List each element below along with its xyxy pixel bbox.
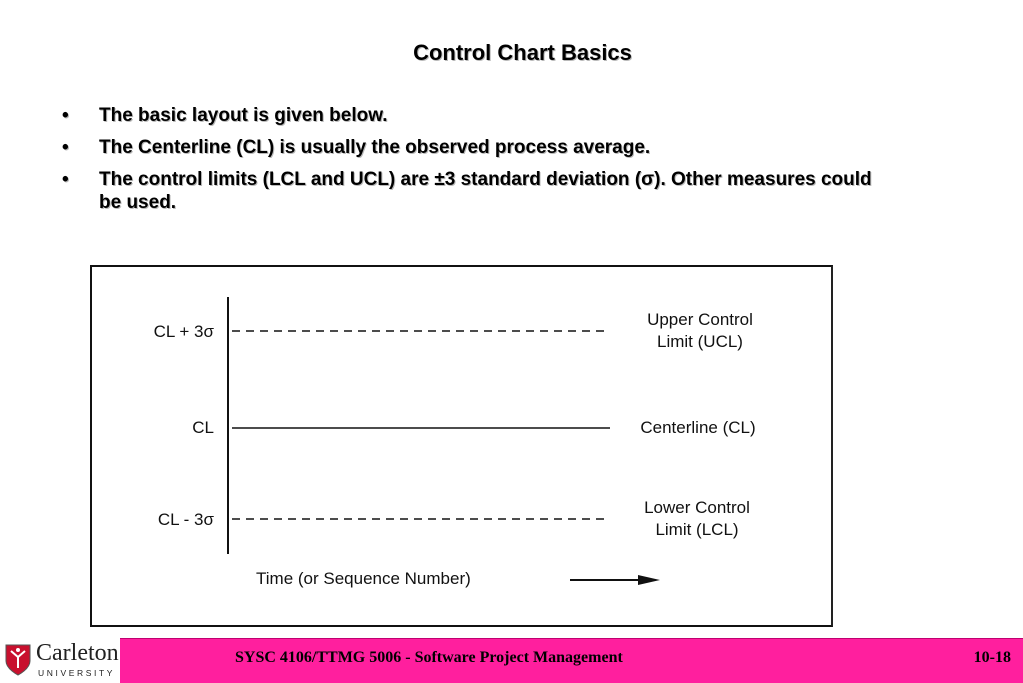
bullet-item	[62, 136, 882, 159]
bullet-list	[62, 104, 882, 223]
lcl-right-label-2: Limit (LCL)	[655, 520, 739, 539]
time-arrow-head-icon	[638, 575, 660, 585]
ucl-right-label-1: Upper Control	[647, 310, 753, 329]
bullet-text: The Centerline (CL) is usually the observed process average.	[99, 137, 651, 158]
footer	[0, 638, 1023, 682]
slide-title: Control Chart Basics	[413, 40, 632, 65]
bullet-dot: •	[62, 137, 69, 158]
lcl-left-label: CL - 3σ	[157, 510, 214, 529]
cl-right-label: Centerline (CL)	[640, 418, 756, 437]
bullet-text: The control limits (LCL and UCL) are ±3 standard deviation (σ). Other measures could be used.	[99, 169, 872, 213]
cl-left-label: CL	[192, 418, 214, 437]
bullet-text: The basic layout is given below.	[99, 105, 388, 126]
time-axis-label: Time (or Sequence Number)	[256, 569, 471, 588]
university-logo	[0, 638, 121, 682]
control-chart-diagram	[90, 265, 833, 627]
ucl-right-label-2: Limit (UCL)	[657, 332, 743, 351]
bullet-item	[62, 104, 882, 127]
control-chart-svg	[92, 267, 835, 629]
logo-name: Carleton	[36, 640, 119, 666]
lcl-right-label-1: Lower Control	[644, 498, 750, 517]
course-title: SYSC 4106/TTMG 5006 - Software Project Management	[235, 649, 623, 666]
bullet-dot: •	[62, 169, 69, 190]
bullet-dot: •	[62, 105, 69, 126]
logo-sub: UNIVERSITY	[38, 668, 116, 678]
bullet-item	[62, 168, 882, 214]
footer-bar	[120, 638, 1023, 683]
crest-icon	[4, 643, 32, 677]
ucl-left-label: CL + 3σ	[153, 322, 214, 341]
page-number: 10-18	[973, 649, 1011, 666]
